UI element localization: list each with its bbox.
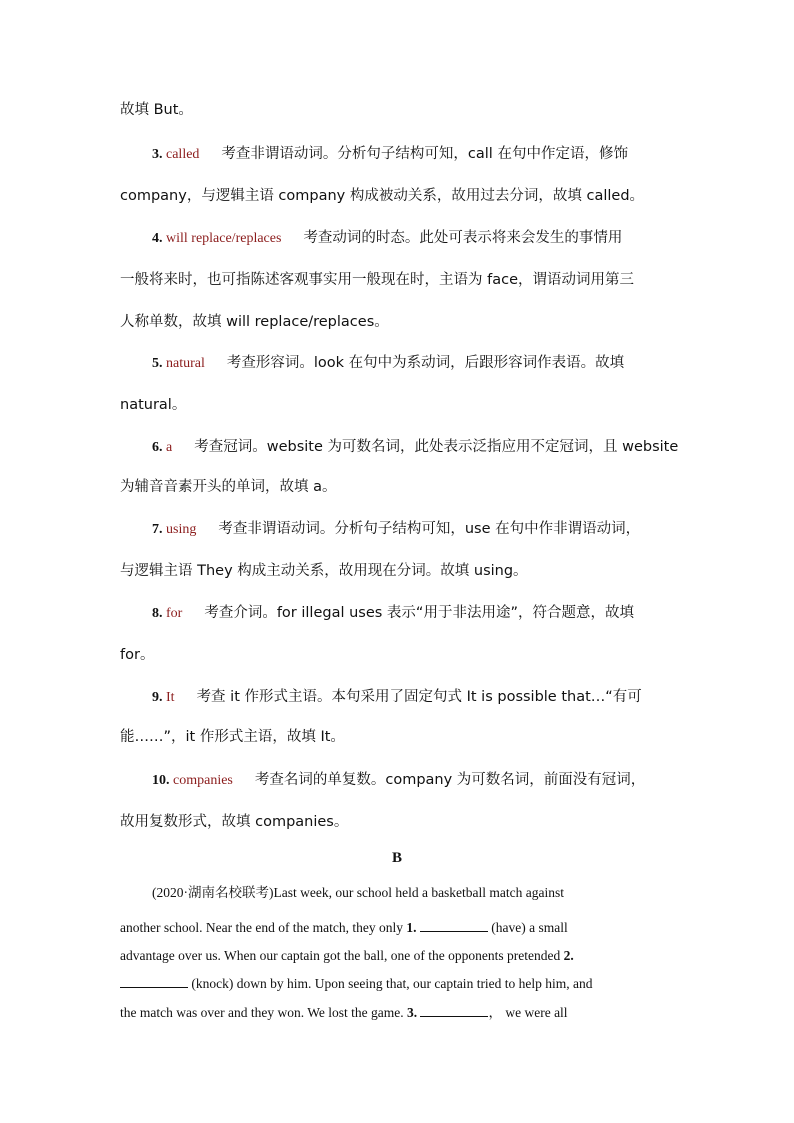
answer-line-1: 故填 But。 [120, 102, 193, 118]
answer-line: 一般将来时，也可指陈述客观事实用一般现在时，主语为 face，谓语动词用第三 [120, 272, 634, 288]
answer-line: 人称单数，故填 will replace/replaces。 [120, 314, 389, 330]
answer-item-3: 3. called 考查非谓语动词。分析句子结构可知，call 在句中作定语，修饰 [152, 146, 628, 162]
answer-item-7: 7. using 考查非谓语动词。分析句子结构可知，use 在句中作非谓语动词， [152, 521, 641, 537]
answer-line: 与逻辑主语 They 构成主动关系，故用现在分词。故填 using。 [120, 563, 528, 579]
answer-line: natural。 [120, 397, 187, 413]
passage-line-2: another school. Near the end of the match, they only 1. (have) a small [120, 920, 568, 935]
passage-line-1: (2020·湖南名校联考)Last week, our school held a basketball match against [152, 885, 565, 900]
answer-item-4: 4. will replace/replaces 考查动词的时态。此处可表示将来会发生的事情用 [152, 230, 623, 246]
blank-1 [420, 919, 488, 932]
answer-item-8: 8. for 考查介词。for illegal uses 表示“用于非法用途”，符合题意，故填 [152, 605, 634, 621]
answer-line: 故用复数形式，故填 companies。 [120, 814, 349, 830]
answer-item-5: 5. natural 考查形容词。look 在句中为系动词，后跟形容词作表语。故填 [152, 355, 625, 371]
answer-item-9: 9. It 考查 it 作形式主语。本句采用了固定句式 It is possible that…“有可 [152, 689, 642, 705]
answer-item-10: 10. companies 考查名词的单复数。company 为可数名词，前面没有冠词， [152, 772, 646, 788]
blank-2 [120, 975, 188, 988]
blank-3 [420, 1004, 488, 1017]
answer-line: for。 [120, 647, 155, 663]
passage-line-5: the match was over and they won. We lost the game. 3. ， we were all [120, 1005, 568, 1020]
passage-line-4: (knock) down by him. Upon seeing that, our captain tried to help him, and [120, 975, 675, 993]
answer-item-6: 6. a 考查冠词。website 为可数名词，此处表示泛指应用不定冠词，且 website [152, 439, 679, 455]
answer-line: 为辅音音素开头的单词，故填 a。 [120, 479, 337, 495]
section-heading: B [391, 850, 402, 866]
answer-line: company，与逻辑主语 company 构成被动关系，故用过去分词，故填 called。 [120, 188, 645, 204]
passage-line-3: advantage over us. When our captain got the ball, one of the opponents pretended 2. [120, 948, 574, 963]
answer-line: 能……”，it 作形式主语，故填 It。 [120, 729, 345, 745]
